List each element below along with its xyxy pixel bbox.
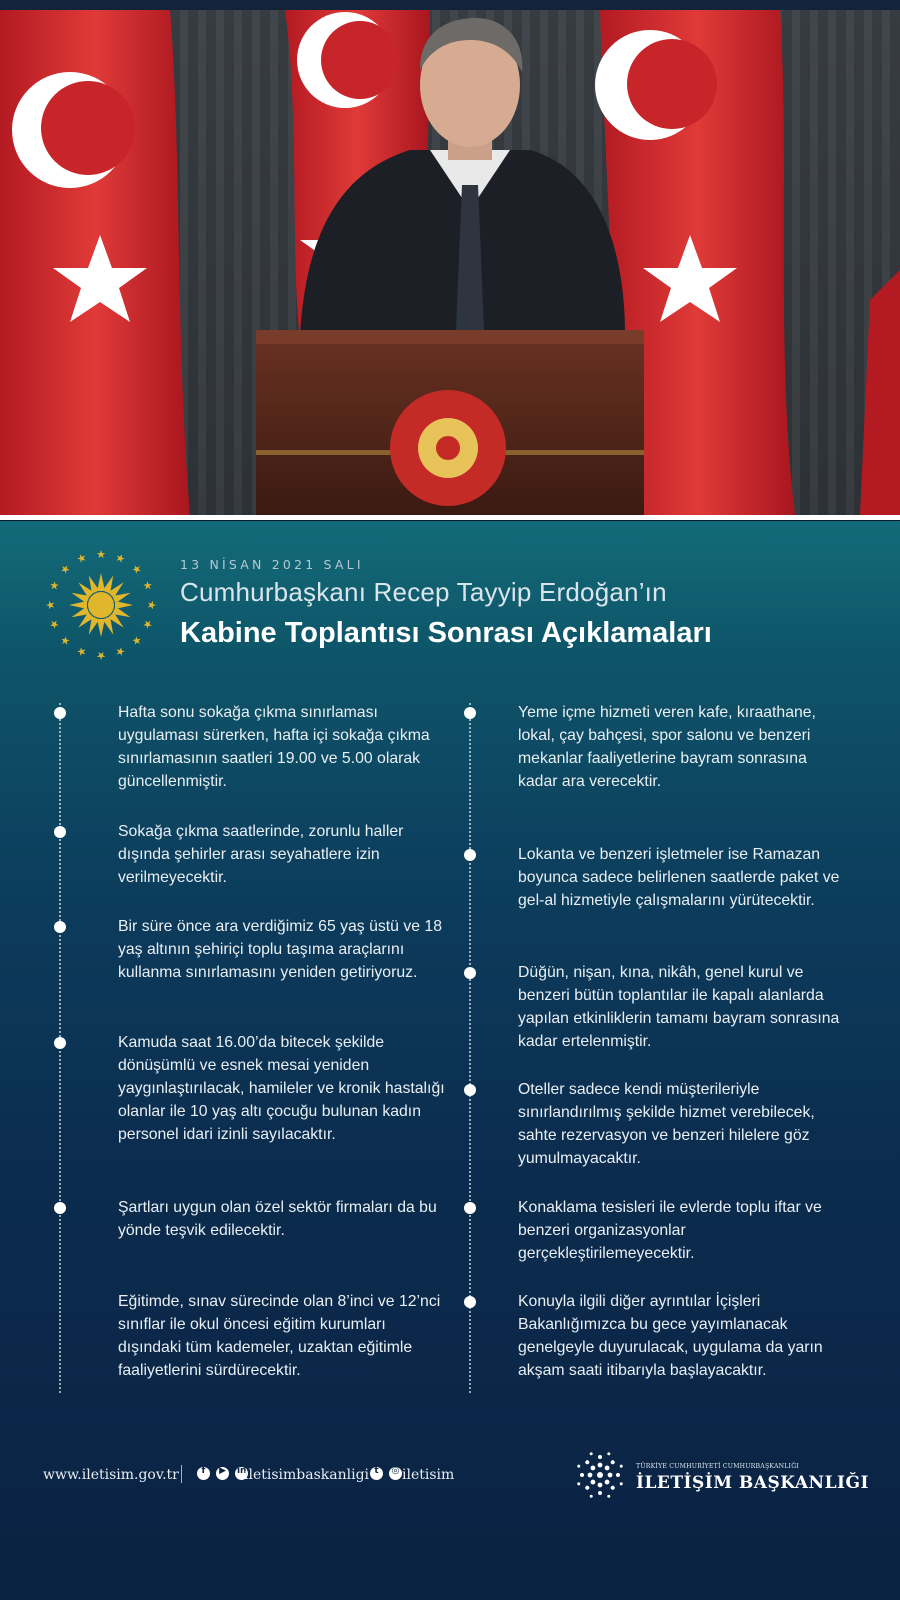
statement-title-line2: Kabine Toplantısı Sonrası Açıklamaları (180, 617, 712, 649)
youtube-icon[interactable]: ▶ (216, 1467, 229, 1480)
svg-text:★: ★ (139, 578, 156, 593)
list-item-text: Konuyla ilgili diğer ayrıntılar İçişleri Bakanlığımızca bu gece yayımlanacak genelgeyle duyurulacak, uygulama da yarın akşam saati itibarıyla başlayacaktır. (518, 1293, 823, 1379)
right-timeline (469, 703, 471, 1393)
svg-text:★: ★ (46, 578, 63, 593)
header-photo (0, 0, 900, 520)
svg-text:★: ★ (96, 649, 106, 662)
website-link[interactable]: www.iletisim.gov.tr (43, 1467, 179, 1483)
bullet-dot (464, 967, 476, 979)
svg-text:★: ★ (57, 561, 74, 578)
podium (256, 330, 644, 515)
svg-text:★: ★ (96, 548, 106, 561)
svg-text:★: ★ (46, 617, 63, 632)
svg-text:★: ★ (74, 550, 89, 567)
svg-text:★: ★ (128, 632, 145, 649)
social-handle-1[interactable]: iletisimbaskanligi (244, 1467, 370, 1483)
list-item-text: Sokağa çıkma saatlerinde, zorunlu haller dışında şehirler arası seyahatlere izin verilmeyecektir. (118, 823, 404, 886)
social-handle-2[interactable]: iletisim (402, 1467, 455, 1483)
statement-panel (0, 521, 900, 1600)
svg-text:★: ★ (128, 561, 145, 578)
list-item-text: Yeme içme hizmeti veren kafe, kıraathane, lokal, çay bahçesi, spor salonu ve benzeri mekanlar faaliyetlerine bayram sonrasına kadar ara verecektir. (518, 704, 816, 790)
bullet-dot (54, 707, 66, 719)
social-icons-group-1 (197, 1467, 249, 1481)
photo-divider (0, 515, 900, 520)
list-item-text: Lokanta ve benzeri işletmeler ise Ramazan boyunca sadece belirlenen saatlerde paket ve gel-al hizmetiyle çalışmalarını yürütecektir. (518, 846, 840, 909)
svg-text:★: ★ (74, 643, 89, 660)
bullet-dot (54, 1037, 66, 1049)
social-icons-group-2 (370, 1467, 403, 1486)
org-name: İLETİŞİM BAŞKANLIĞI (636, 1473, 869, 1493)
bullet-dot (54, 1202, 66, 1214)
svg-text:★: ★ (44, 600, 57, 610)
svg-text:★: ★ (113, 643, 128, 660)
list-item-text: Bir süre önce ara verdiğimiz 65 yaş üstü ve 18 yaş altının şehiriçi toplu taşıma araçlarını kullanma sınırlamasını yeniden getiriyoruz. (118, 918, 442, 981)
svg-text:★: ★ (113, 550, 128, 567)
svg-text:★: ★ (57, 632, 74, 649)
svg-text:★: ★ (145, 600, 158, 610)
facebook-icon[interactable]: f (197, 1467, 210, 1480)
bullet-dot (54, 921, 66, 933)
bottom-band (0, 1530, 900, 1600)
linkedin-icon[interactable]: in (235, 1467, 248, 1480)
bullet-dot (54, 826, 66, 838)
list-item-text: Kamuda saat 16.00’da bitecek şekilde dönüşümlü ve esnek mesai yeniden yaygınlaştırılacak, hamileler ve kronik hastalığı olanlar ile 10 yaş altı çocuğu bulunan kadın personel idari izinli sayılacaktır. (118, 1034, 445, 1143)
list-item-text: Konaklama tesisleri ile evlerde toplu iftar ve benzeri organizasyonlar gerçekleştirilemeyecektir. (518, 1199, 822, 1262)
bullet-dot (464, 707, 476, 719)
press-photo-illustration (0, 0, 900, 515)
statement-title-line1: Cumhurbaşkanı Recep Tayyip Erdoğan’ın (180, 577, 667, 607)
twitter-icon[interactable]: t (370, 1467, 383, 1480)
bullet-dot (464, 1084, 476, 1096)
org-subtitle: TÜRKİYE CUMHURİYETİ CUMHURBAŞKANLIĞI (636, 1463, 799, 1470)
statement-date: 13 NİSAN 2021 SALI (180, 557, 364, 572)
bullet-dot (464, 1202, 476, 1214)
presidential-seal-icon (38, 547, 164, 663)
flag-left (0, 10, 190, 515)
bullet-dot (464, 1296, 476, 1308)
list-item-text: Oteller sadece kendi müşterileriyle sınırlandırılmış şekilde hizmet verebilecek, sahte rezervasyon ve benzeri hilelere göz yumulmayacaktır. (518, 1081, 815, 1167)
svg-text:★: ★ (139, 617, 156, 632)
iletisim-logo-icon (574, 1449, 626, 1501)
list-item-text: Hafta sonu sokağa çıkma sınırlaması uygulaması sürerken, hafta içi sokağa çıkma sınırlamasının saatleri 19.00 ve 5.00 olarak güncellenmiştir. (118, 704, 430, 790)
list-item-text: Düğün, nişan, kına, nikâh, genel kurul ve benzeri bütün toplantılar ile kapalı alanlarda yapılan etkinliklerin tamamı bayram sonrasına kadar ertelenmiştir. (518, 964, 840, 1050)
list-item-text: Şartları uygun olan özel sektör firmaları da bu yönde teşvik edilecektir. (118, 1199, 437, 1239)
bullet-dot (464, 849, 476, 861)
footer-separator (181, 1465, 182, 1483)
list-item-text: Eğitimde, sınav sürecinde olan 8’inci ve 12’nci sınıflar ile okul öncesi eğitim kurumları dışındaki tüm kademeler, uzaktan eğitimle faaliyetlerini sürdürecektir. (118, 1293, 441, 1379)
footer (0, 1441, 900, 1501)
instagram-icon[interactable]: ◎ (389, 1467, 402, 1480)
